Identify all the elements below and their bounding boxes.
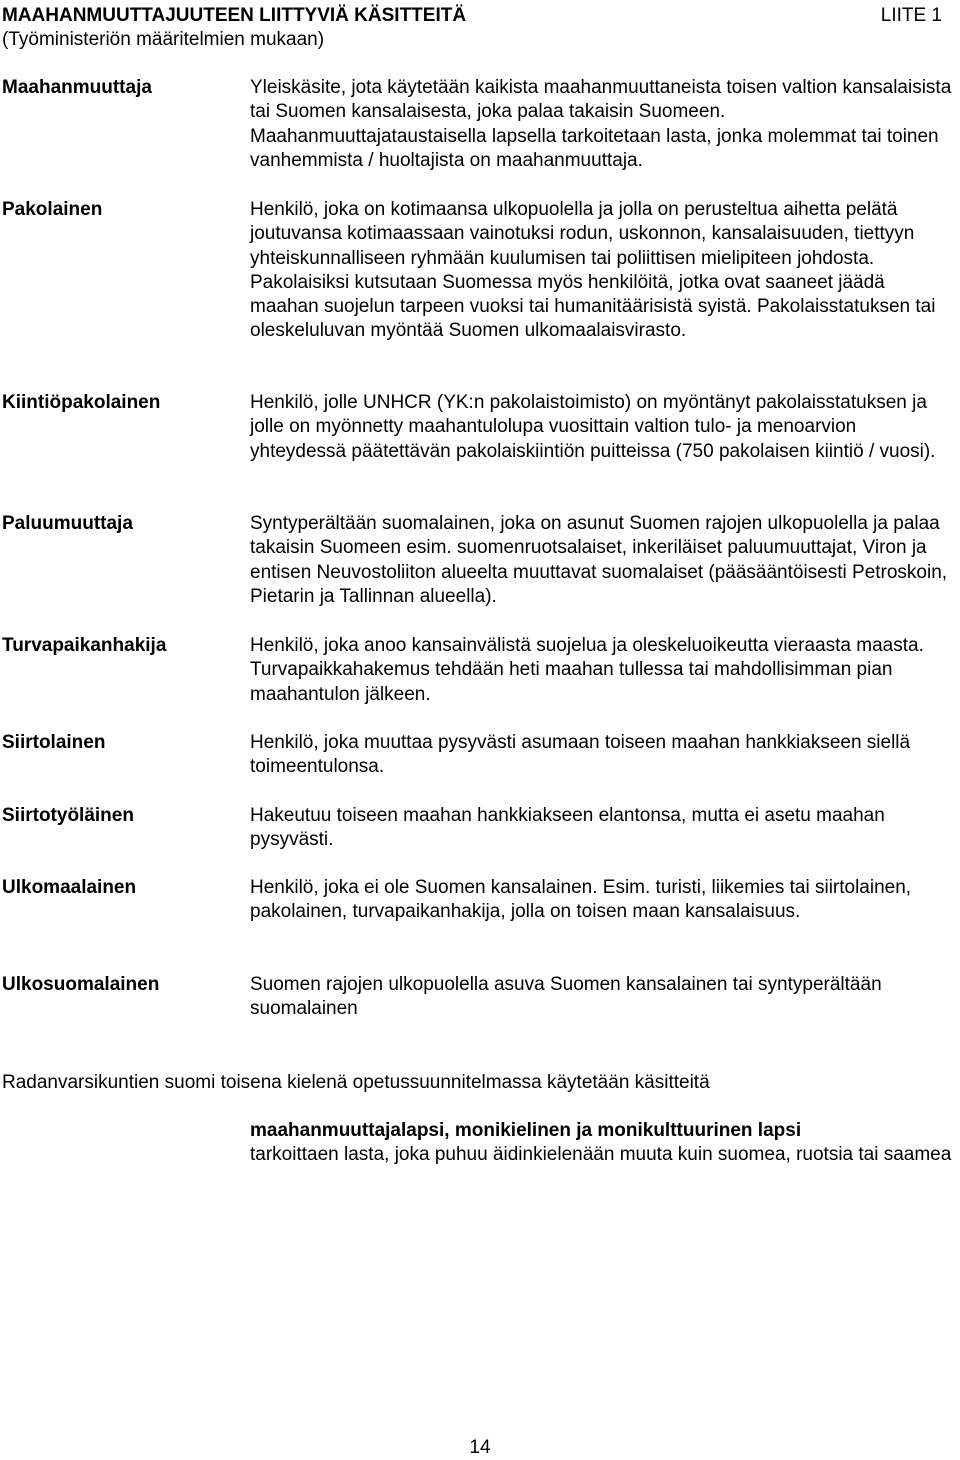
definition-ulkomaalainen: Henkilö, joka ei ole Suomen kansalainen. Esim. turisti, liikemies tai siirtolainen, pakolainen, turvapaikanhakija, jolla on toisen maan kansalaisuus.	[250, 877, 912, 923]
term-ulkomaalainen: Ulkomaalainen	[2, 877, 137, 898]
term-kiintiopakolainen: Kiintiöpakolainen	[2, 392, 161, 413]
definition-maahanmuuttaja: Yleiskäsite, jota käytetään kaikista maahanmuuttaneista toisen valtion kansalaisista tai Suomen kansalaisesta, joka palaa takaisin Suomeen. Maahanmuuttajataustaisella lapsella tarkoitetaan lasta, jonka molemmat tai toinen vanhemmista / huoltajista on maahanmuuttaja.	[250, 77, 952, 171]
curriculum-definition-block	[250, 1119, 956, 1168]
term-siirtolainen: Siirtolainen	[2, 732, 106, 753]
document-subtitle: (Työministeriön määritelmien mukaan)	[2, 29, 325, 50]
document-header	[2, 4, 942, 52]
page-number: 14	[469, 1437, 491, 1458]
definition-kiintiopakolainen: Henkilö, jolle UNHCR (YK:n pakolaistoimisto) on myöntänyt pakolaisstatuksen ja jolle on myönnetty maahantulolupa vuosittain valtion tulo- ja menoarvion yhteydessä päätettävän pakolaiskiintiön puitteissa (750 pakolaisen kiintiö / vuosi).	[250, 392, 936, 462]
appendix-label: LIITE 1	[880, 5, 942, 26]
term-paluumuuttaja: Paluumuuttaja	[2, 513, 133, 534]
term-pakolainen: Pakolainen	[2, 199, 103, 220]
curriculum-term: maahanmuuttajalapsi, monikielinen ja monikulttuurinen lapsi	[250, 1120, 802, 1141]
term-maahanmuuttaja: Maahanmuuttaja	[2, 77, 152, 98]
curriculum-definition: tarkoittaen lasta, joka puhuu äidinkielenään muuta kuin suomea, ruotsia tai saamea	[250, 1144, 952, 1166]
definition-pakolainen: Henkilö, joka on kotimaansa ulkopuolella ja jolla on perusteltua aihetta pelätä joutuvansa kotimaassaan vainotuksi rodun, uskonnon, kansalaisuuden, tiettyyn yhteiskunnalliseen ryhmään kuulumisen tai poliittisen mielipiteen johdosta. Pakolaisiksi kutsutaan Suomessa myös henkilöitä, jotka ovat saaneet jäädä maahan suojelun tarpeen vuoksi tai humanitäärisistä syistä. Pakolaisstatuksen tai oleskeluluvan myöntää Suomen ulkomaalaisvirasto.	[250, 199, 936, 342]
definition-turvapaikanhakija: Henkilö, joka anoo kansainvälistä suojelua ja oleskeluoikeutta vieraasta maasta. Turvapaikkahakemus tehdään heti maahan tullessa tai mahdollisimman pian maahantulon jälkeen.	[250, 635, 924, 705]
term-turvapaikanhakija: Turvapaikanhakija	[2, 635, 167, 656]
definition-siirtotyolainen: Hakeutuu toiseen maahan hankkiakseen elantonsa, mutta ei asetu maahan pysyvästi.	[250, 805, 885, 851]
term-siirtotyolainen: Siirtotyöläinen	[2, 805, 134, 826]
definition-paluumuuttaja: Syntyperältään suomalainen, joka on asunut Suomen rajojen ulkopuolella ja palaa takaisin Suomeen esim. suomenruotsalaiset, inkeriläiset paluumuuttajat, Viron ja entisen Neuvostoliiton alueelta muuttavat suomalaiset (pääsääntöisesti Petroskoin, Pietarin ja Tallinnan alueella).	[250, 513, 948, 607]
curriculum-note: Radanvarsikuntien suomi toisena kielenä opetussuunnitelmassa käytetään käsitteitä	[2, 1072, 710, 1093]
term-ulkosuomalainen: Ulkosuomalainen	[2, 974, 160, 995]
document-title: MAAHANMUUTTAJUUTEEN LIITTYVIÄ KÄSITTEITÄ	[2, 5, 467, 26]
definition-siirtolainen: Henkilö, joka muuttaa pysyvästi asumaan toiseen maahan hankkiakseen siellä toimeentulonsa.	[250, 732, 911, 778]
definition-ulkosuomalainen: Suomen rajojen ulkopuolella asuva Suomen kansalainen tai syntyperältään suomalainen	[250, 974, 882, 1020]
